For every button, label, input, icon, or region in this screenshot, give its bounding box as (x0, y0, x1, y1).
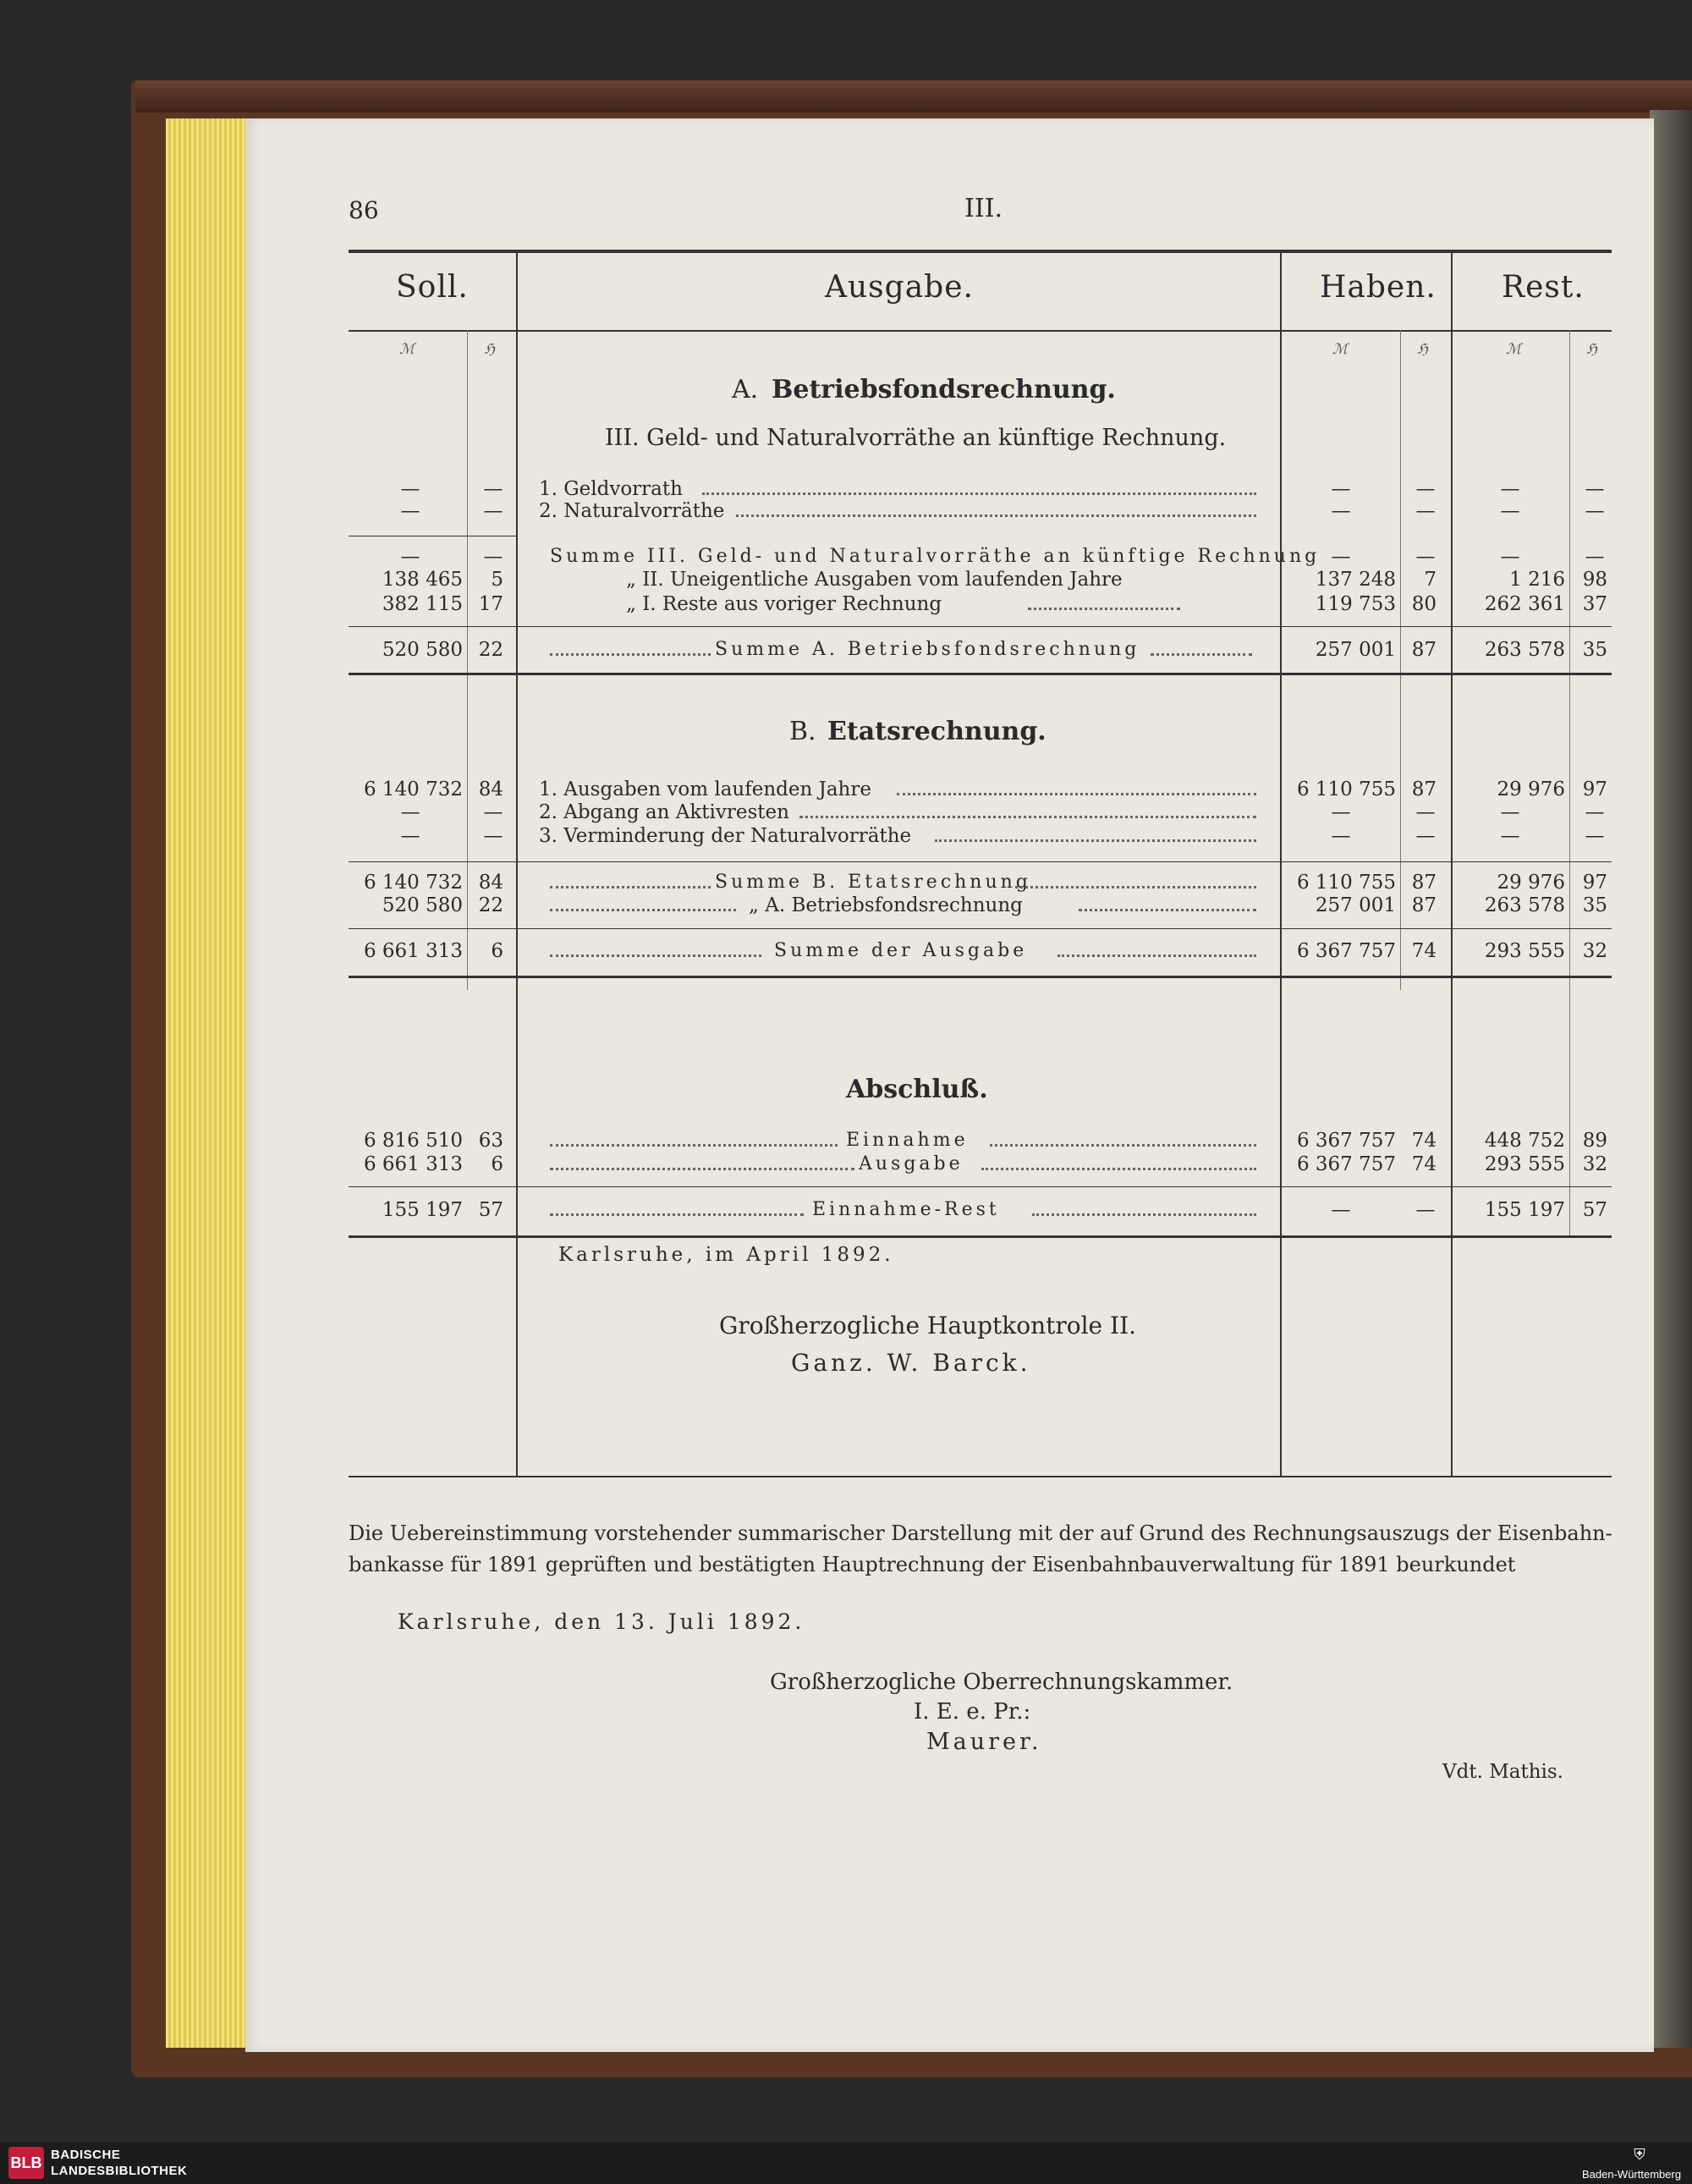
cell-rest: 262 361 (1484, 593, 1565, 615)
cell-haben-pf: — (1415, 1199, 1436, 1221)
section-a-prefix: A. (732, 375, 759, 404)
unit-pf-soll: ℌ (484, 341, 495, 358)
cell-soll-pf: 22 (478, 894, 503, 916)
cell-soll-pf: — (483, 478, 503, 500)
footer-vdt: Vdt. Mathis. (1442, 1761, 1563, 1783)
cell-soll: — (400, 500, 420, 522)
leader-dots (1058, 953, 1256, 957)
footer-signer: Maurer. (926, 1729, 1042, 1755)
row-label: „ A. Betriebsfondsrechnung (749, 894, 1023, 916)
leader-dots (1032, 1212, 1256, 1216)
cell-haben: — (1331, 500, 1351, 522)
leader-dots (550, 953, 761, 957)
leader-dots (990, 1142, 1256, 1147)
cell-haben: 137 248 (1315, 569, 1396, 591)
header-rest: Rest. (1502, 270, 1585, 305)
abschluss-title: Abschluß. (846, 1075, 988, 1104)
cell-soll-pf: 84 (478, 778, 503, 800)
library-name-line1: BADISCHE (51, 2148, 121, 2162)
cell-soll-pf: 6 (491, 1153, 503, 1175)
cell-haben: 6 367 757 (1296, 940, 1396, 962)
cell-soll-pf: 5 (491, 569, 503, 591)
cell-haben: — (1331, 1199, 1351, 1221)
col-sep-rest (1451, 253, 1453, 1476)
abschluss-signature: Ganz. W. Barck. (791, 1349, 1031, 1377)
cell-haben: 6 110 755 (1296, 872, 1396, 894)
sum-rule (349, 1186, 1612, 1187)
rest-pf-sep (1569, 330, 1570, 1235)
blb-logo-icon: BLB (8, 2147, 44, 2179)
unit-mark-haben: ℳ (1332, 341, 1349, 358)
cell-haben-pf: 80 (1411, 593, 1437, 615)
cell-haben: 257 001 (1315, 894, 1396, 916)
cell-haben: — (1331, 801, 1351, 823)
certification-line-2: bankasse für 1891 geprüften und bestätigten Hauptrechnung der Eisenbahnbauverwaltung für 1891 beurkundet (349, 1553, 1516, 1576)
cell-soll-pf: 63 (478, 1130, 503, 1152)
footer-place-date: Karlsruhe, den 13. Juli 1892. (398, 1609, 805, 1634)
cell-haben: — (1331, 825, 1351, 847)
page-number: 86 (349, 196, 379, 224)
leader-dots (550, 884, 711, 888)
row-label: 1. Geldvorrath (539, 478, 683, 500)
cell-rest: 263 578 (1484, 894, 1565, 916)
leader-dots (702, 491, 1256, 495)
cell-soll-pf: — (483, 500, 503, 522)
row-label: „ I. Reste aus voriger Rechnung (626, 593, 942, 615)
leader-dots (1079, 907, 1256, 911)
certification-line-1: Die Uebereinstimmung vorstehender summarischer Darstellung mit der auf Grund des Rechnungsauszugs der Eisenbahn- (349, 1521, 1612, 1545)
table-bottom-rule (349, 1476, 1612, 1477)
cell-rest-pf: — (1585, 478, 1605, 500)
cell-haben-pf: 87 (1411, 778, 1437, 800)
cell-rest-pf: 35 (1582, 639, 1607, 661)
row-label: Summe B. Etatsrechnung (715, 872, 1031, 893)
cell-haben: 6 367 757 (1296, 1130, 1396, 1152)
cell-soll-pf: 84 (478, 872, 503, 894)
section-b-prefix: B. (789, 717, 816, 746)
cell-rest-pf: 35 (1582, 894, 1607, 916)
section-a-subtitle: III. Geld- und Naturalvorräthe an künftige Rechnung. (605, 425, 1227, 451)
cell-soll: 155 197 (382, 1199, 463, 1221)
row-label: Summe der Ausgabe (774, 940, 1028, 961)
cell-soll: 520 580 (382, 894, 463, 916)
cell-soll: 138 465 (382, 569, 463, 591)
cell-rest-pf: — (1585, 801, 1605, 823)
cell-soll-pf: — (483, 801, 503, 823)
leader-dots (935, 838, 1256, 842)
cell-soll: — (400, 478, 420, 500)
cell-soll: 6 661 313 (363, 1153, 463, 1175)
cell-soll-pf: 22 (478, 639, 503, 661)
cell-haben: 119 753 (1315, 593, 1396, 615)
unit-mark-soll: ℳ (399, 341, 415, 358)
cell-soll-pf: 17 (478, 593, 503, 615)
cell-rest: 263 578 (1484, 639, 1565, 661)
cell-rest-pf: 98 (1582, 569, 1607, 591)
leader-dots (981, 1166, 1256, 1170)
section-b-title: Etatsrechnung. (827, 717, 1047, 746)
cell-soll: — (400, 546, 420, 568)
cell-rest: 1 216 (1509, 569, 1565, 591)
unit-pf-rest: ℌ (1586, 341, 1597, 358)
cell-rest-pf: 32 (1582, 940, 1607, 962)
cell-soll: 6 661 313 (363, 940, 463, 962)
leader-dots (550, 907, 736, 911)
row-label: Einnahme (846, 1130, 969, 1151)
row-label: 1. Ausgaben vom laufenden Jahre (539, 778, 871, 800)
leader-dots (799, 814, 1256, 818)
cell-rest-pf: 89 (1582, 1130, 1607, 1152)
cell-rest-pf: — (1585, 825, 1605, 847)
cell-haben-pf: — (1415, 825, 1436, 847)
leader-dots (550, 652, 711, 656)
row-label: 3. Verminderung der Naturalvorräthe (539, 825, 912, 847)
header-soll: Soll. (396, 270, 469, 305)
leader-dots (1028, 606, 1180, 610)
library-name (51, 2147, 187, 2179)
row-label: 2. Abgang an Aktivresten (539, 801, 789, 823)
header-haben: Haben. (1320, 270, 1437, 305)
cell-haben-pf: — (1415, 546, 1436, 568)
sum-rule (349, 928, 1612, 929)
cell-rest: 29 976 (1497, 778, 1565, 800)
haben-pf-sep (1400, 330, 1401, 990)
cell-rest: — (1500, 546, 1520, 568)
leader-dots (1151, 652, 1252, 656)
leader-dots (897, 791, 1256, 795)
cell-rest: — (1500, 825, 1520, 847)
header-ausgabe: Ausgabe. (825, 270, 974, 305)
book-cover-top (135, 80, 1692, 113)
cell-rest-pf: 97 (1582, 872, 1607, 894)
soll-pf-sep (467, 330, 468, 990)
cell-soll: 520 580 (382, 639, 463, 661)
cell-soll-pf: 6 (491, 940, 503, 962)
row-label: 2. Naturalvorräthe (539, 500, 725, 522)
leader-dots (550, 1212, 804, 1216)
cell-rest-pf: 32 (1582, 1153, 1607, 1175)
footer-auth-line: I. E. e. Pr.: (914, 1699, 1031, 1725)
unit-mark-rest: ℳ (1506, 341, 1522, 358)
abschluss-place-date: Karlsruhe, im April 1892. (558, 1244, 894, 1266)
cell-haben: 6 367 757 (1296, 1153, 1396, 1175)
cell-haben-pf: 7 (1424, 569, 1437, 591)
cell-soll-pf: — (483, 825, 503, 847)
cell-rest: — (1500, 801, 1520, 823)
cell-haben-pf: 74 (1411, 940, 1437, 962)
col-sep-haben (1280, 253, 1282, 1476)
cell-haben-pf: 74 (1411, 1130, 1437, 1152)
row-label: Summe III. Geld- und Naturalvorräthe an künftige Rechnung (550, 546, 1321, 567)
total-rule (349, 1235, 1612, 1238)
cell-haben-pf: — (1415, 801, 1436, 823)
abschluss-authority: Großherzogliche Hauptkontrole II. (719, 1312, 1137, 1340)
col-sep-soll (516, 253, 518, 1476)
section-number: III. (964, 194, 1003, 223)
cell-rest: — (1500, 478, 1520, 500)
row-label: Summe A. Betriebsfondsrechnung (715, 639, 1140, 660)
cell-soll-pf: — (483, 546, 503, 568)
cell-haben-pf: 74 (1411, 1153, 1437, 1175)
cell-haben-pf: 87 (1411, 872, 1437, 894)
cell-soll: — (400, 801, 420, 823)
leader-dots (1015, 884, 1256, 888)
leader-dots (550, 1142, 838, 1147)
cell-rest: 293 555 (1484, 1153, 1565, 1175)
cell-rest: 155 197 (1484, 1199, 1565, 1221)
section-a-title: Betriebsfondsrechnung. (772, 375, 1116, 404)
total-rule (349, 976, 1612, 978)
cell-rest: 448 752 (1484, 1130, 1565, 1152)
sum-rule (349, 861, 1612, 862)
book-spine (1650, 110, 1692, 2048)
cell-soll: 6 140 732 (363, 778, 463, 800)
row-label: „ II. Uneigentliche Ausgaben vom laufenden Jahre (626, 569, 1123, 591)
cell-rest-pf: 97 (1582, 778, 1607, 800)
cell-rest-pf: 57 (1582, 1199, 1607, 1221)
cell-haben: 257 001 (1315, 639, 1396, 661)
cell-rest-pf: — (1585, 546, 1605, 568)
cell-haben-pf: — (1415, 500, 1436, 522)
cell-soll: 382 115 (382, 593, 463, 615)
cell-rest: 29 976 (1497, 872, 1565, 894)
page-edges (166, 118, 250, 2048)
library-name-line2: LANDESBIBLIOTHEK (51, 2164, 188, 2178)
cell-soll: 6 140 732 (363, 872, 463, 894)
state-name: Baden-Württemberg (1582, 2168, 1682, 2181)
leader-dots (736, 513, 1256, 517)
cell-rest: 293 555 (1484, 940, 1565, 962)
cell-haben-pf: 87 (1411, 639, 1437, 661)
cell-soll-pf: 57 (478, 1199, 503, 1221)
cell-haben-pf: 87 (1411, 894, 1437, 916)
total-rule (349, 673, 1612, 675)
cell-soll: 6 816 510 (363, 1130, 463, 1152)
table-top-rule (349, 250, 1612, 253)
cell-haben-pf: — (1415, 478, 1436, 500)
cell-haben: — (1331, 478, 1351, 500)
coat-of-arms-icon: ⛨ (1634, 2146, 1645, 2164)
cell-haben: 6 110 755 (1296, 778, 1396, 800)
cell-rest-pf: — (1585, 500, 1605, 522)
row-label: Ausgabe (859, 1153, 964, 1175)
unit-pf-haben: ℌ (1417, 341, 1428, 358)
sum-rule (349, 626, 1612, 627)
cell-rest-pf: 37 (1582, 593, 1607, 615)
cell-rest: — (1500, 500, 1520, 522)
footer-authority: Großherzogliche Oberrechnungskammer. (770, 1670, 1233, 1695)
leader-dots (550, 1166, 854, 1170)
cell-soll: — (400, 825, 420, 847)
header-rule (349, 330, 1612, 332)
row-label: Einnahme-Rest (812, 1199, 1000, 1220)
library-bar (0, 2143, 1692, 2184)
cell-haben: — (1331, 546, 1351, 568)
